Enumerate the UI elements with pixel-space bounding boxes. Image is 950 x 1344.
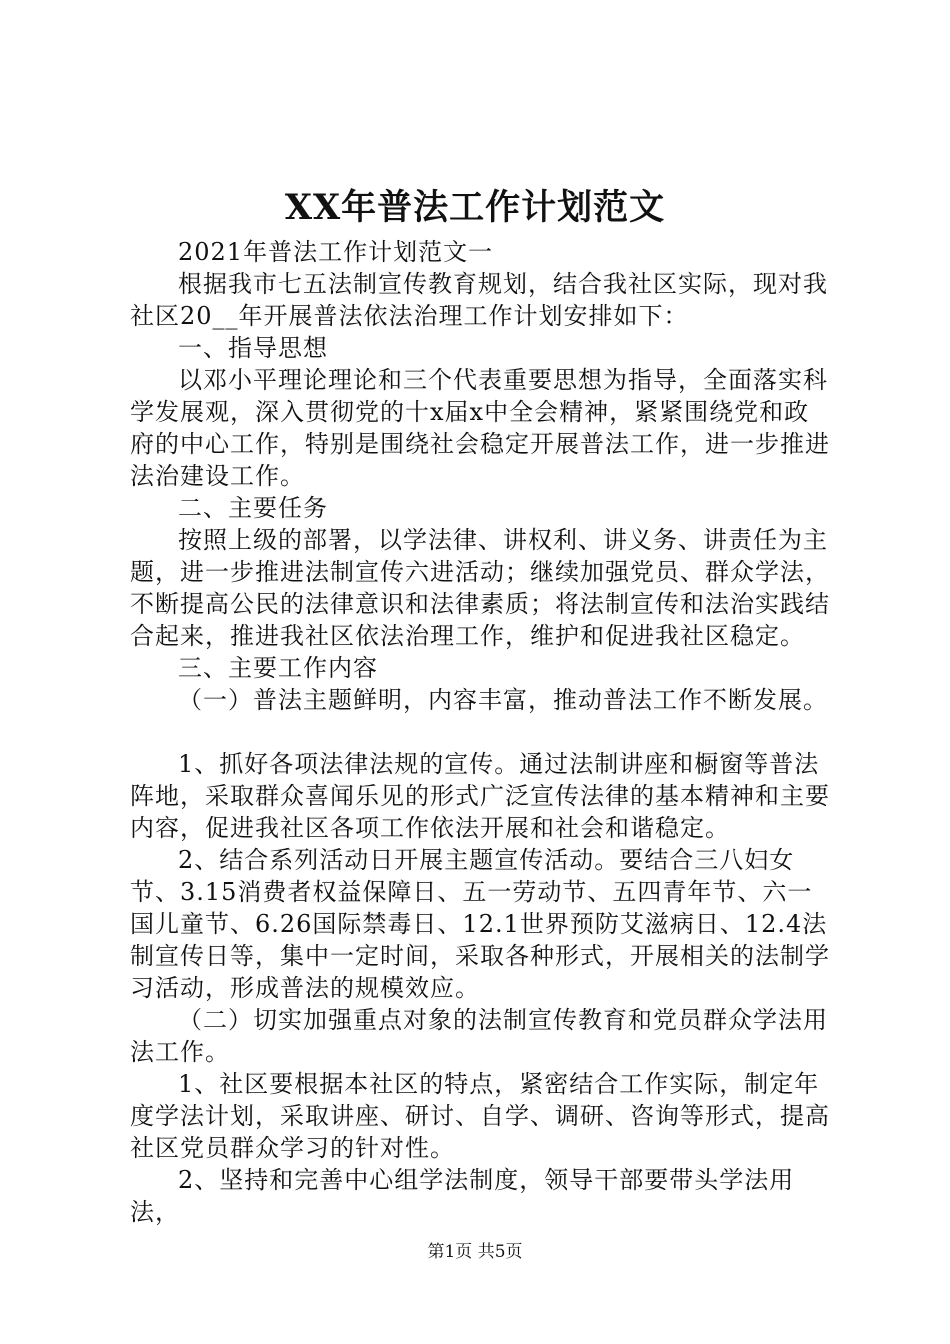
section-subtitle: 2021年普法工作计划范文一 xyxy=(178,238,494,266)
subheading-one: （一）普法主题鲜明，内容丰富，推动普法工作不断发展。 xyxy=(178,686,828,714)
subheading-two: （二）切实加强重点对象的法制宣传教育和党员群众学法用法工作。 xyxy=(130,1006,828,1066)
paragraph-main-tasks: 按照上级的部署，以学法律、讲权利、讲义务、讲责任为主题，进一步推进法制宣传六进活动；继续加强党员、群众学法，不断提高公民的法律意识和法律素质；将法制宣传和法治实践结合起来，推进我社区依法治理工作，维护和促进我社区稳定。 xyxy=(130,526,830,650)
document-body xyxy=(130,236,830,1228)
paragraph-guiding-ideology: 以邓小平理论理论和三个代表重要思想为指导，全面落实科学发展观，深入贯彻党的十x届x中全会精神，紧紧围绕党和政府的中心工作，特别是围绕社会稳定开展普法工作，进一步推进法治建设工作。 xyxy=(130,366,830,490)
paragraph-item-2: 2、结合系列活动日开展主题宣传活动。要结合三八妇女节、3.15消费者权益保障日、五一劳动节、五四青年节、六一国儿童节、6.26国际禁毒日、12.1世界预防艾滋病日、12.4法制宣传日等，集中一定时间，采取各种形式，开展相关的法制学习活动，形成普法的规模效应。 xyxy=(130,846,830,1002)
page-footer: 第1页 共5页 xyxy=(427,1242,523,1262)
document-title: XX年普法工作计划范文 xyxy=(284,187,666,228)
heading-main-tasks: 二、主要任务 xyxy=(178,494,328,522)
heading-guiding-ideology: 一、指导思想 xyxy=(178,334,328,362)
heading-main-work: 三、主要工作内容 xyxy=(178,654,378,682)
paragraph-item-2-1: 1、社区要根据本社区的特点，紧密结合工作实际，制定年度学法计划，采取讲座、研讨、自学、调研、咨询等形式，提高社区党员群众学习的针对性。 xyxy=(130,1070,830,1162)
paragraph-item-1: 1、抓好各项法律法规的宣传。通过法制讲座和橱窗等普法阵地，采取群众喜闻乐见的形式广泛宣传法律的基本精神和主要内容，促进我社区各项工作依法开展和社会和谐稳定。 xyxy=(130,750,830,842)
paragraph-item-2-2: 2、坚持和完善中心组学法制度，领导干部要带头学法用法， xyxy=(130,1166,795,1226)
intro-paragraph: 根据我市七五法制宣传教育规划，结合我社区实际，现对我社区20__年开展普法依法治理工作计划安排如下： xyxy=(130,270,828,330)
